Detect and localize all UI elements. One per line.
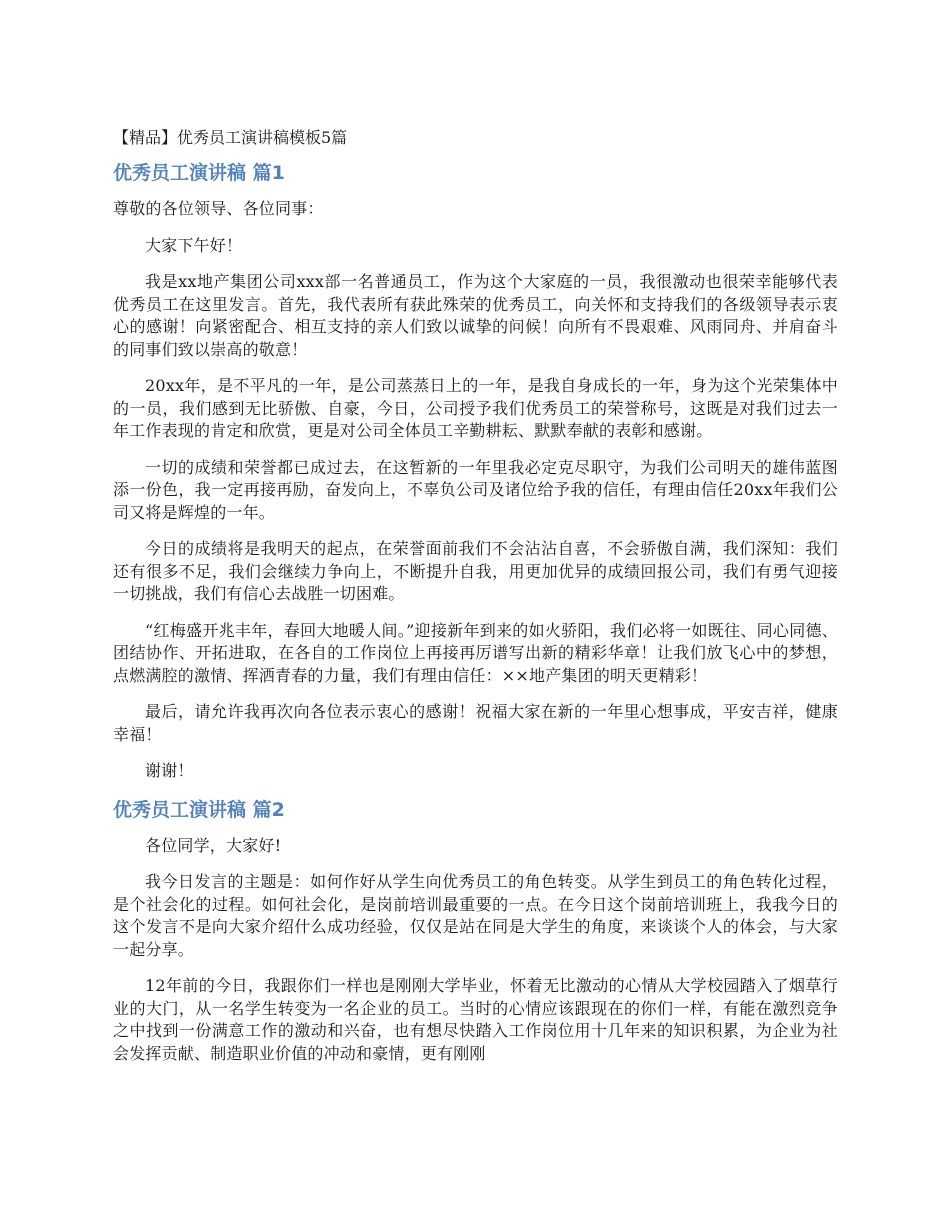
section-2: [113, 797, 838, 1066]
body-paragraph: 12年前的今日，我跟你们一样也是刚刚大学毕业，怀着无比激动的心情从大学校园踏入了烟草行业的大门，从一名学生转变为一名企业的员工。当时的心情应该跟现在的你们一样，有能在激烈竞争之中找到一份满意工作的激动和兴奋，也有想尽快踏入工作岗位用十几年来的知识积累，为企业为社会发挥贡献、制造职业价值的冲动和豪情，更有刚刚: [113, 976, 838, 1063]
closing-paragraph: 谢谢！: [145, 761, 194, 780]
body-paragraph: 我今日发言的主题是：如何作好从学生向优秀员工的角色转变。从学生到员工的角色转化过程，是个社会化的过程。如何社会化，是岗前培训最重要的一点。在今日这个岗前培训班上，我我今日的这个发言不是向大家介绍什么成功经验，仅仅是站在同是大学生的角度，来谈谈个人的体会，与大家一起分享。: [113, 872, 838, 959]
body-paragraph: “红梅盛开兆丰年，春回大地暖人间。”迎接新年到来的如火骄阳，我们必将一如既往、同心同德、团结协作、开拓进取，在各自的工作岗位上再接再厉谱写出新的精彩华章！让我们放飞心中的梦想，点燃满腔的激情、挥洒青春的力量，我们有理由信任：××地产集团的明天更精彩！: [113, 620, 838, 685]
greeting-paragraph: 各位同学，大家好!: [145, 835, 282, 855]
document-title: 【精品】优秀员工演讲稿模板5篇: [113, 128, 348, 147]
body-paragraph: 20xx年，是不平凡的一年，是公司蒸蒸日上的一年，是我自身成长的一年，身为这个光荣集体中的一员，我们感到无比骄傲、自豪，今日，公司授予我们优秀员工的荣誉称号，这既是对我们过去一年工作表现的肯定和欣赏，更是对公司全体员工辛勤耕耘、默默奉献的表彰和感谢。: [113, 376, 838, 440]
body-paragraph: 今日的成绩将是我明天的起点，在荣誉面前我们不会沾沾自喜，不会骄傲自满，我们深知：我们还有很多不足，我们会继续力争向上，不断提升自我，用更加优异的成绩回报公司，我们有勇气迎接一切挑战，我们有信心去战胜一切困难。: [113, 539, 838, 603]
section-heading: 优秀员工演讲稿 篇2: [113, 798, 285, 821]
body-paragraph: 最后，请允许我再次向各位表示衷心的感谢！祝福大家在新的一年里心想事成，平安吉祥，健康幸福！: [113, 702, 838, 744]
salutation-paragraph: 尊敬的各位领导、各位同事：: [113, 199, 324, 218]
section-1: [113, 160, 838, 783]
body-paragraph: 我是xx地产集团公司xxx部一名普通员工，作为这个大家庭的一员，我很激动也很荣幸能够代表优秀员工在这里发言。首先，我代表所有获此殊荣的优秀员工，向关怀和支持我们的各级领导表示衷心的感谢！向紧密配合、相互支持的亲人们致以诚挚的问候！向所有不畏艰难、风雨同舟、并肩奋斗的同事们致以崇高的敬意！: [113, 272, 838, 359]
section-heading: 优秀员工演讲稿 篇1: [113, 162, 285, 184]
document-page: [113, 118, 838, 1079]
body-paragraph: 一切的成绩和荣誉都已成过去，在这暂新的一年里我必定克尽职守，为我们公司明天的雄伟蓝图添一份色，我一定再接再励，奋发向上，不辜负公司及诸位给予我的信任，有理由信任20xx年我们公司又将是辉煌的一年。: [113, 457, 838, 522]
greeting-paragraph: 大家下午好！: [145, 235, 243, 255]
